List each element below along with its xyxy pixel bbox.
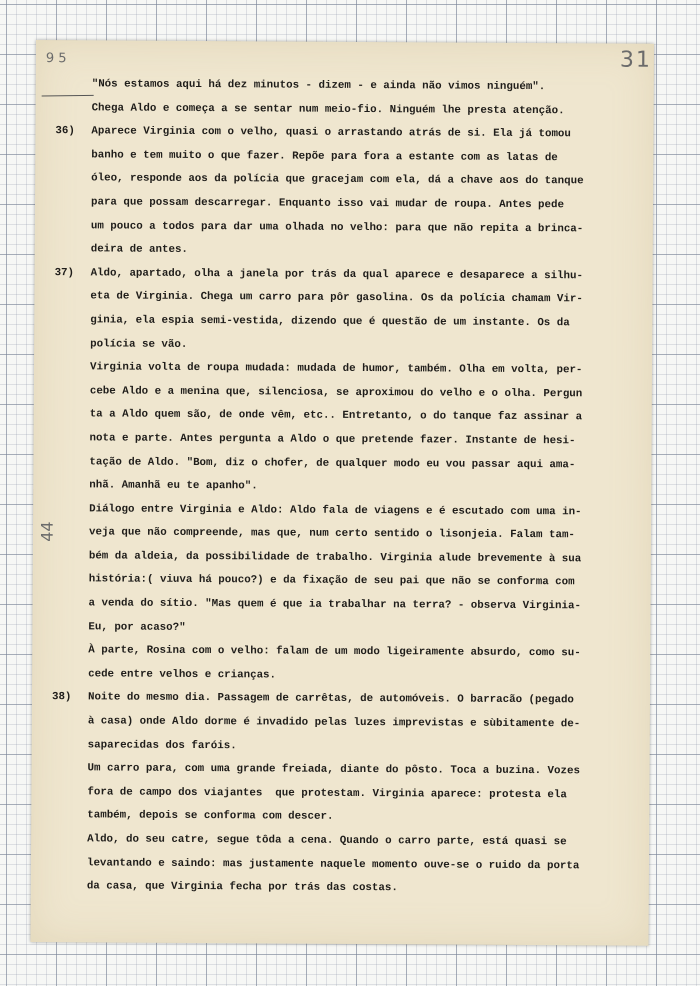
scene-number (34, 333, 90, 357)
line-text: veja que não compreende, mas que, num certo sentido o lisonjeia. Falam tam- (88, 526, 575, 542)
scene-number: 36) (55, 125, 75, 138)
scene-number: 37) (54, 266, 75, 279)
scene-number (32, 616, 88, 640)
scene-number (36, 97, 92, 121)
scene-number (33, 521, 89, 545)
line-text: da casa, que Virginia fecha por trás das costas. (86, 880, 398, 895)
scene-number (34, 356, 90, 380)
scene-number (32, 639, 88, 663)
scene-number (36, 73, 92, 97)
line-text: Eu, por acaso?" (88, 620, 186, 634)
line-text: À parte, Rosina com o velho: falam de um modo ligeiramente absurdo, como su- (88, 644, 581, 660)
line-text: Virginia volta de roupa mudada: mudada de humor, também. Olha em volta, per- (89, 361, 583, 377)
scene-number (32, 710, 88, 734)
scene-number (35, 238, 91, 262)
line-text: Um carro para, com uma grande freiada, diante do pôsto. Toca a buzina. Vozes (87, 762, 580, 778)
line-text: um pouco a todos para dar uma olhada no velho: para que não repita a brinca- (90, 219, 584, 235)
scene-number (33, 498, 89, 522)
line-text: deira de antes. (90, 243, 188, 257)
scene-number (31, 875, 87, 899)
scene-number (33, 568, 89, 592)
line-text: Aparece Virginia com o velho, quasi o arrastando atrás de si. Ela já tomou (91, 125, 571, 141)
scene-number (35, 215, 91, 239)
scene-number (35, 167, 91, 191)
scene-number (34, 285, 90, 309)
line-text: saparecidas dos faróis. (87, 738, 237, 752)
scene-number (32, 663, 88, 687)
line-text: fora de campo dos viajantes que protestam. Virginia aparece: protesta ela (87, 786, 567, 802)
line-text: polícia se vão. (90, 337, 188, 351)
line-text: história:( viuva há pouco?) e da fixação de seu pai que não se conforma com (88, 573, 575, 589)
line-text: à casa) onde Aldo dorme é invadido pelas luzes imprevistas e sùbitamente de- (87, 715, 581, 731)
line-text: banho e tem muito o que fazer. Repõe para fora a estante com as latas de (91, 149, 558, 164)
script-text-body (31, 73, 654, 903)
line-text: Chega Aldo e começa a se sentar num meio-fio. Ninguém lhe presta atenção. (91, 101, 565, 117)
line-text: Noite do mesmo dia. Passagem de carrêtas, de automóveis. O barracão (pegado (87, 691, 574, 707)
line-text: Diálogo entre Virginia e Aldo: Aldo fala de viagens e é escutado com uma in- (89, 503, 582, 519)
scene-number (31, 828, 87, 852)
scene-number (33, 474, 89, 498)
scene-number (33, 427, 89, 451)
line-text: ta a Aldo quem são, de onde vêm, etc.. Entretanto, o do tanque faz assinar a (89, 408, 583, 424)
line-text: a venda do sítio. "Mas quem é que ia trabalhar na terra? - observa Virginia- (88, 597, 582, 613)
scene-number (34, 403, 90, 427)
line-text: bém da aldeia, da possibilidade de trabalho. Virginia alude brevemente à sua (88, 550, 582, 566)
line-text: eta de Virginia. Chega um carro para pôr gasolina. Os da polícia chamam Vir- (90, 290, 583, 306)
scene-number (34, 380, 90, 404)
scene-number (31, 852, 87, 876)
scene-number: 38) (51, 691, 72, 704)
pencil-corner-mark: 9 5 (45, 51, 67, 67)
scene-number (31, 804, 87, 828)
scene-number (32, 592, 88, 616)
line-text: cede entre velhos e crianças. (88, 668, 277, 682)
line-text: Aldo, apartado, olha a janela por trás da qual aparece e desaparece a silhu- (90, 267, 584, 283)
line-text: para que possam descarregar. Enquanto isso vai mudar de roupa. Antes pede (90, 196, 565, 212)
line-text: nhã. Amanhã eu te apanho". (89, 479, 258, 493)
line-text: ginia, ela espia semi-vestida, dizendo que é questão de um instante. Os da (90, 314, 570, 330)
text-line (31, 875, 649, 902)
scene-number (33, 450, 89, 474)
line-text: óleo, responde aos da polícia que gracejam com ela, dá a chave aos do tanque (91, 172, 584, 188)
line-text: "Nós estamos aqui há dez minutos - dizem - e ainda não vimos ninguém". (91, 78, 546, 94)
scene-number (32, 734, 88, 758)
line-text: nota e parte. Antes pergunta a Aldo o que pretende fazer. Instante de hesi- (89, 432, 576, 448)
pencil-side-mark: 44 (37, 521, 57, 542)
scene-number (31, 757, 87, 781)
line-text: tação de Aldo. "Bom, diz o chofer, de qualquer modo eu vou passar aqui ama- (89, 455, 576, 471)
line-text: também, depois se conforma com descer. (87, 809, 334, 824)
line-text: cebe Aldo e a menina que, silenciosa, se aproximou do velho e o olha. Pergun (89, 385, 583, 401)
scene-number (34, 309, 90, 333)
line-text: levantando e saindo: mas justamente naquele momento ouve-se o ruido da porta (86, 856, 580, 872)
scene-number (35, 144, 91, 168)
pencil-page-number: 31 (619, 47, 652, 73)
scene-number (33, 545, 89, 569)
line-text: Aldo, do seu catre, segue tôda a cena. Quando o carro parte, está quasi se (87, 833, 567, 849)
scene-number (35, 191, 91, 215)
scene-number (31, 781, 87, 805)
typewritten-page (30, 40, 653, 946)
